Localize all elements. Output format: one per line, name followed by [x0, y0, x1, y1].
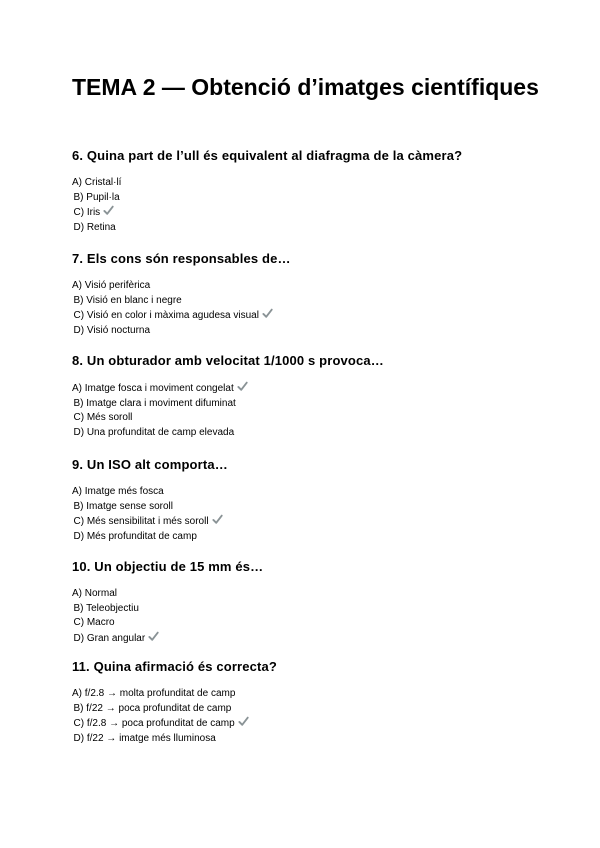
answer-option	[72, 732, 542, 747]
answer-option-label: B) Visió en blanc i negre	[73, 294, 182, 306]
answer-option-label: D) Més profunditat de camp	[73, 530, 197, 542]
question-block	[72, 251, 542, 338]
question-text: 10. Un objectiu de 15 mm és…	[72, 559, 264, 574]
answer-option	[72, 191, 542, 206]
answer-option-label: C) Visió en color i màxima agudesa visual	[73, 310, 259, 322]
answer-option	[72, 514, 542, 530]
answer-option-label: D) Gran angular	[73, 632, 146, 644]
answer-option-label: D) f/22 → imatge més lluminosa	[73, 732, 216, 744]
answer-option-label: B) Pupil·la	[73, 191, 120, 203]
answer-option-label: A) Imatge fosca i moviment congelat	[72, 383, 234, 394]
question-text: 8. Un obturador amb velocitat 1/1000 s provoca…	[72, 353, 384, 368]
question-block	[72, 353, 542, 440]
question-text: 11. Quina afirmació és correcta?	[72, 659, 277, 674]
answer-option	[72, 279, 542, 294]
answer-option-label: C) Iris	[73, 207, 101, 219]
answer-option-label: D) Retina	[73, 221, 116, 233]
answer-option	[72, 530, 542, 545]
answer-option-label: B) Teleobjectiu	[73, 602, 139, 614]
answer-option	[72, 221, 542, 236]
answer-option-label: A) Visió perifèrica	[72, 280, 151, 291]
answer-option-label: C) Més soroll	[73, 412, 133, 424]
checkmark-icon	[148, 631, 159, 642]
answer-option	[72, 616, 542, 631]
answer-option-label: A) Imatge més fosca	[72, 486, 164, 497]
question-block	[72, 559, 542, 646]
answer-option-label: D) Visió nocturna	[73, 324, 151, 336]
answer-option	[72, 411, 542, 426]
answer-option-label: C) Més sensibilitat i més soroll	[73, 516, 209, 528]
answer-option	[72, 397, 542, 412]
answer-option	[72, 702, 542, 717]
answer-option-label: A) f/2.8 → molta profunditat de camp	[72, 688, 236, 699]
answer-option	[72, 176, 542, 191]
answer-option	[72, 716, 542, 732]
answer-option	[72, 500, 542, 515]
answer-option	[72, 631, 542, 647]
question-block	[72, 659, 542, 746]
answer-option	[72, 381, 542, 397]
question-text: 9. Un ISO alt comporta…	[72, 457, 228, 472]
page-title: TEMA 2 — Obtenció d’imatges científiques	[72, 74, 539, 100]
answer-option	[72, 308, 542, 324]
answer-option	[72, 587, 542, 602]
answer-option-label: D) Una profunditat de camp elevada	[73, 426, 235, 438]
answer-option-label: B) f/22 → poca profunditat de camp	[73, 702, 232, 714]
answer-option-label: C) f/2.8 → poca profunditat de camp	[73, 718, 235, 730]
answer-option	[72, 485, 542, 500]
checkmark-icon	[238, 716, 249, 727]
answer-option-label: B) Imatge clara i moviment difuminat	[73, 397, 236, 409]
checkmark-icon	[212, 514, 223, 525]
answer-option	[72, 205, 542, 221]
answer-option-label: A) Normal	[72, 588, 118, 599]
question-text: 7. Els cons són responsables de…	[72, 251, 291, 266]
question-block	[72, 148, 542, 235]
answer-option	[72, 426, 542, 441]
answer-option	[72, 324, 542, 339]
checkmark-icon	[237, 381, 248, 392]
checkmark-icon	[262, 308, 273, 319]
question-block	[72, 457, 542, 544]
answer-option	[72, 602, 542, 617]
question-text: 6. Quina part de l’ull és equivalent al diafragma de la càmera?	[72, 148, 463, 163]
answer-option-label: B) Imatge sense soroll	[73, 500, 173, 512]
answer-option	[72, 294, 542, 309]
checkmark-icon	[103, 205, 114, 216]
answer-option-label: C) Macro	[73, 617, 115, 629]
answer-option	[72, 687, 542, 702]
answer-option-label: A) Cristal·lí	[72, 177, 122, 188]
